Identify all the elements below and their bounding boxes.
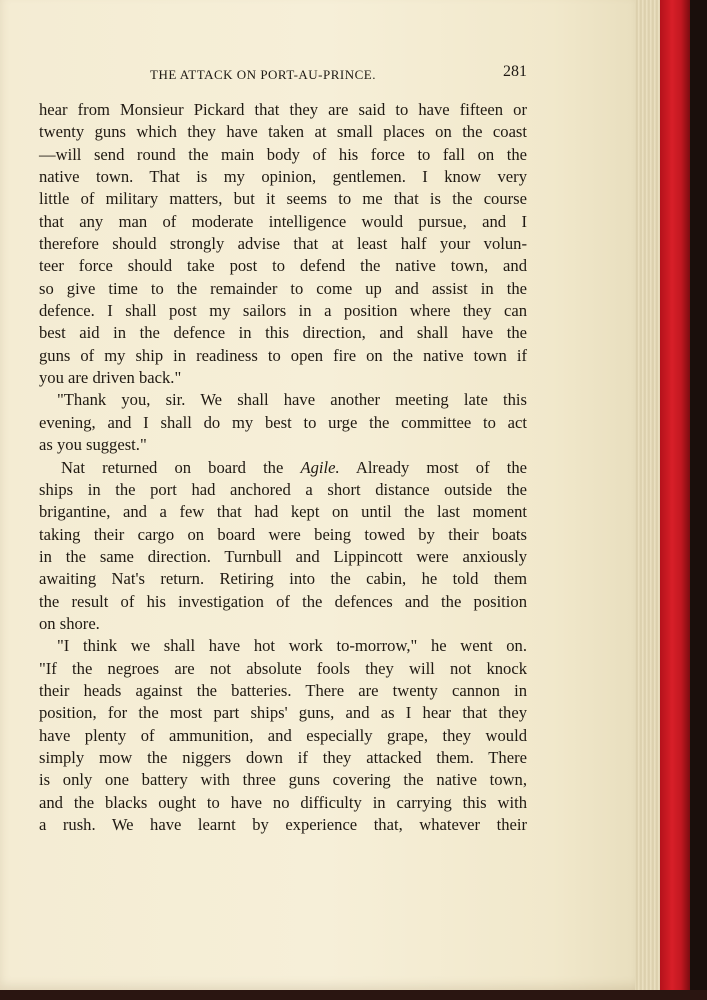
text-line: have plenty of ammunition, and especially grape, they would [39, 725, 527, 745]
body-text [39, 99, 527, 836]
text-line: little of military matters, but it seems to me that is the course [39, 189, 527, 209]
text-line: in the same direction. Turnbull and Lippincott were anxiously [39, 546, 527, 566]
text-line: their heads against the batteries. There are twenty cannon in [39, 680, 527, 700]
text-line: defence. I shall post my sailors in a position where they can [39, 301, 527, 321]
text-line: teer force should take post to defend the native town, and [39, 256, 527, 276]
text-line: that any man of moderate intelligence would pursue, and I [39, 211, 527, 231]
text-line: Nat returned on board the Agile. Already most of the [61, 457, 527, 477]
text-line: so give time to the remainder to come up and assist in the [39, 278, 527, 298]
text-line: as you suggest." [39, 435, 147, 455]
text-line: best aid in the defence in this direction, and shall have the [39, 323, 527, 343]
text-line: "If the negroes are not absolute fools they will not knock [39, 658, 527, 678]
text-line: —will send round the main body of his force to fall on the [39, 144, 527, 164]
text-line: twenty guns which they have taken at small places on the coast [39, 122, 527, 142]
text-line: position, for the most part ships' guns, and as I hear that they [39, 703, 527, 723]
text-line: and the blacks ought to have no difficulty in carrying this with [39, 792, 527, 812]
italic-ship-name: Agile. [300, 457, 340, 477]
text-line: therefore should strongly advise that at least half your volun- [39, 234, 527, 254]
text-line: awaiting Nat's return. Retiring into the cabin, he told them [39, 569, 527, 589]
text-line: simply mow the niggers down if they attacked them. There [39, 747, 527, 767]
background-strip [0, 990, 707, 1000]
page-number: 281 [503, 63, 527, 80]
text-line: taking their cargo on board were being towed by their boats [39, 524, 527, 544]
text-line: "Thank you, sir. We shall have another meeting late this [57, 390, 527, 410]
text-line: guns of my ship in readiness to open fire on the native town if [39, 345, 527, 365]
text-line: ships in the port had anchored a short distance outside the [39, 479, 527, 499]
text-line: the result of his investigation of the defences and the position [39, 591, 527, 611]
text-line: hear from Monsieur Pickard that they are said to have fifteen or [39, 100, 527, 119]
book-cover-edge [660, 0, 690, 990]
text-line: "I think we shall have hot work to-morrow," he went on. [57, 636, 527, 656]
text-line: you are driven back." [39, 368, 182, 388]
running-title: THE ATTACK ON PORT-AU-PRINCE. [150, 67, 376, 82]
text-line: native town. That is my opinion, gentlemen. I know very [39, 167, 527, 187]
running-header [39, 63, 527, 85]
text-line: brigantine, and a few that had kept on until the last moment [39, 502, 527, 522]
text-line: a rush. We have learnt by experience that, whatever their [39, 815, 527, 834]
text-line: evening, and I shall do my best to urge the committee to act [39, 412, 527, 432]
text-line: is only one battery with three guns covering the native town, [39, 770, 527, 790]
text-line: on shore. [39, 613, 100, 633]
